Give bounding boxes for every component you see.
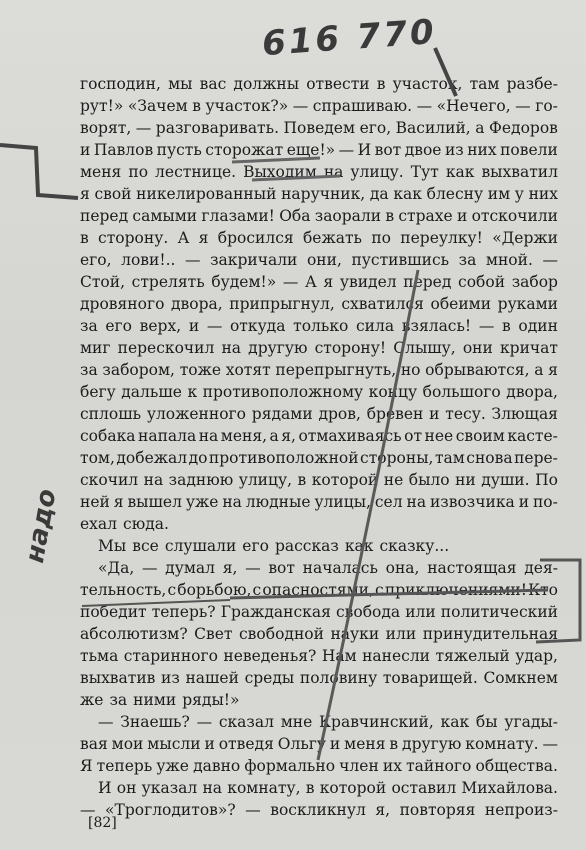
text-line: миг перескочил на другую сторону! Слышу, они кричат (80, 339, 558, 357)
text-line: абсолютизм? Свет свободной науки или принудительная (80, 625, 558, 643)
text-line: Стой, стрелять будем!» — А я увидел перед собой забор (80, 273, 558, 291)
text-line: дровяного двора, припрыгнул, схватился обеими руками (80, 295, 558, 313)
text-line: — Знаешь? — сказал мне Кравчинский, как бы угады- (98, 713, 558, 731)
text-line: и Павлов пусть сторожат еще!» — И вот двое из них повели (80, 141, 558, 159)
body-text (80, 73, 558, 821)
page-number: [82] (88, 815, 117, 831)
text-line: рут!» «Зачем в участок?» — спрашиваю. — «Нечего, — го- (80, 97, 558, 115)
text-line: победит теперь? Гражданская свобода или политический (80, 603, 558, 621)
text-line: Мы все слушали его рассказ как сказку... (98, 537, 450, 555)
text-line: выхватив из нашей среды половину товарищей. Сомкнем (80, 669, 558, 687)
text-line: ворят, — разговаривать. Поведем его, Василий, а Федоров (80, 119, 558, 137)
text-line: И он указал на комнату, в которой оставил Михайлова. (98, 779, 558, 797)
text-line: — «Троглодитов»? — воскликнул я, повторяя непроиз- (80, 801, 558, 819)
text-line: «Да, — думал я, — вот началась она, настоящая дея- (98, 559, 558, 577)
text-line: ехал сюда. (80, 515, 169, 533)
text-line: том, добежал до противоположной стороны, там снова пере- (80, 449, 558, 467)
text-line: вая мои мысли и отведя Ольгу и меня в другую комнату. — (80, 735, 558, 753)
text-line: ней я вышел уже на людные улицы, сел на извозчика и по- (80, 493, 558, 511)
text-line: господин, мы вас должны отвести в участок, там разбе- (80, 75, 558, 93)
text-line: сплошь уложенного рядами дров, бревен и тесу. Злющая (80, 405, 558, 423)
text-line: в сторону. А я бросился бежать по переулку! «Держи (80, 229, 558, 247)
text-line: Я теперь уже давно формально член их тайного общества. (80, 757, 558, 775)
text-line: бегу дальше к противоположному концу большого двора, (80, 383, 558, 401)
text-line: за забором, тоже хотят перепрыгнуть, но обрываются, а я (80, 361, 558, 379)
text-line: его, лови!.. — закричали они, пустившись за мной. — (80, 251, 558, 269)
text-line: скочил на заднюю улицу, в которой не было ни души. По (80, 471, 558, 489)
text-line: тьма старинного неведенья? Нам нанесли тяжелый удар, (80, 647, 558, 665)
text-line: перед самыми глазами! Оба заорали в страхе и отскочили (80, 207, 558, 225)
text-line: за его верх, и — откуда только сила взялась! — в один (80, 317, 558, 335)
text-line: тельность, с борьбою, с опасностями, с приключениями! Кто (80, 581, 558, 599)
handwritten-margin-note: надо (20, 486, 63, 566)
handwritten-page-numbers: 616 770 (260, 11, 438, 65)
margin-bracket-mark (0, 145, 78, 198)
text-line: я свой никелированный наручник, да как блесну им у них (80, 185, 558, 203)
text-line: же за ними ряды!» (80, 691, 240, 709)
text-line: меня по лестнице. Выходим на улицу. Тут как выхватил (80, 163, 558, 181)
text-line: собака напала на меня, а я, отмахиваясь от нее своим касте- (80, 427, 558, 445)
